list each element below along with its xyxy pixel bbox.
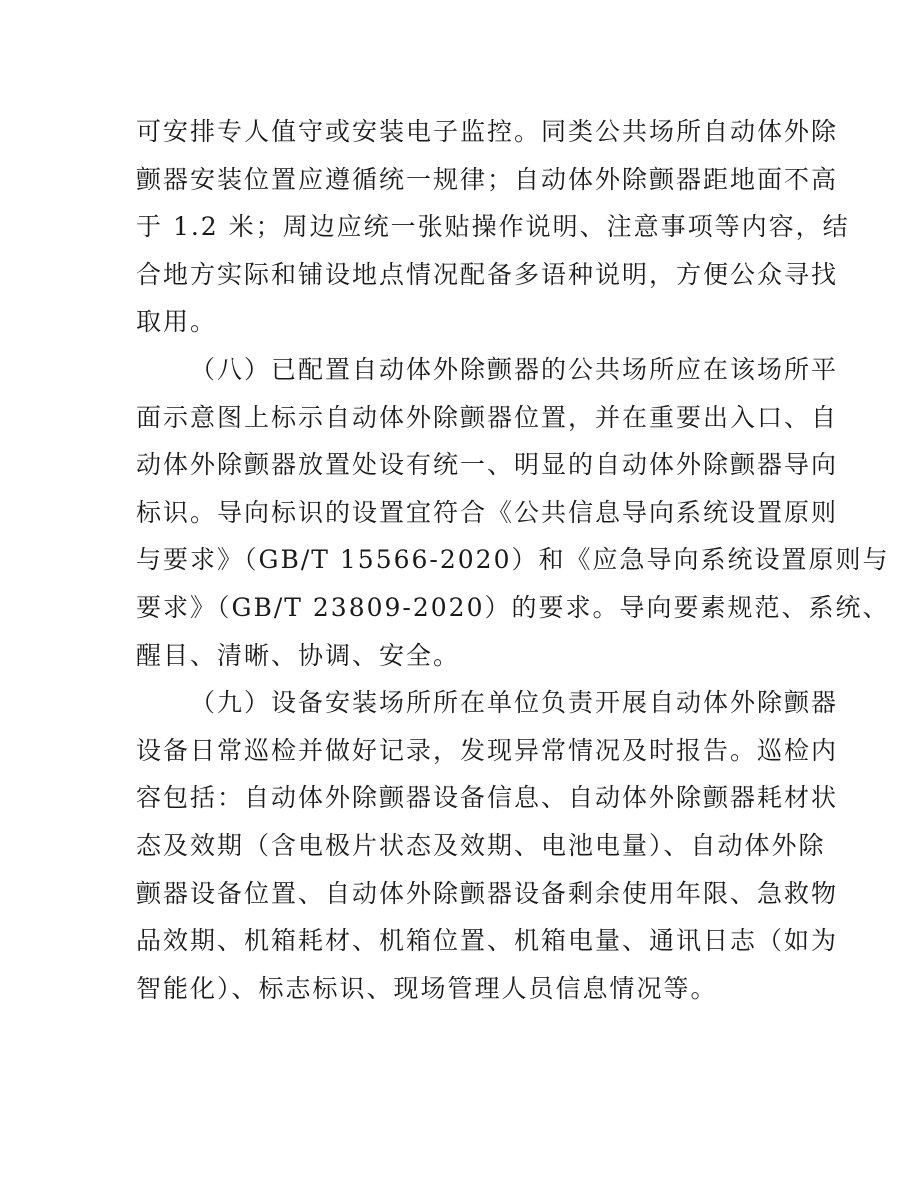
paragraph-line: 颤器设备位置、自动体外除颤器设备剩余使用年限、急救物	[136, 878, 839, 908]
paragraph-line: 与要求》（GB/T 15566-2020）和《应急导向系统设置原则与	[136, 545, 890, 575]
paragraph-line: 容包括：自动体外除颤器设备信息、自动体外除颤器耗材状	[136, 783, 839, 813]
paragraph-line: 醒目、清晰、协调、安全。	[136, 640, 461, 670]
paragraph-line: 颤器安装位置应遵循统一规律；自动体外除颤器距地面不高	[136, 164, 839, 194]
item-9-first-line: （九）设备安装场所所在单位负责开展自动体外除颤器	[190, 688, 839, 718]
paragraph-line: 设备日常巡检并做好记录，发现异常情况及时报告。巡检内	[136, 735, 839, 765]
paragraph-line: 合地方实际和铺设地点情况配备多语种说明，方便公众寻找	[136, 259, 839, 289]
paragraph-line: 动体外除颤器放置处设有统一、明显的自动体外除颤器导向	[136, 450, 839, 480]
paragraph-line: 取用。	[136, 307, 218, 337]
paragraph-line: 面示意图上标示自动体外除颤器位置，并在重要出入口、自	[136, 402, 839, 432]
paragraph-line: 可安排专人值守或安装电子监控。同类公共场所自动体外除	[136, 117, 839, 146]
paragraph-line: 态及效期（含电极片状态及效期、电池电量）、自动体外除	[136, 830, 826, 860]
paragraph-line: 标识。导向标识的设置宜符合《公共信息导向系统设置原则	[136, 497, 839, 527]
paragraph-line: 于 1.2 米；周边应统一张贴操作说明、注意事项等内容，结	[136, 212, 850, 242]
paragraph-line: 品效期、机箱耗材、机箱位置、机箱电量、通讯日志（如为	[136, 926, 839, 956]
item-8-first-line: （八）已配置自动体外除颤器的公共场所应在该场所平	[190, 354, 839, 384]
paragraph-line: 要求》（GB/T 23809-2020）的要求。导向要素规范、系统、	[136, 592, 890, 622]
paragraph-line: 智能化）、标志标识、现场管理人员信息情况等。	[136, 973, 718, 1003]
document-body	[136, 108, 890, 1012]
